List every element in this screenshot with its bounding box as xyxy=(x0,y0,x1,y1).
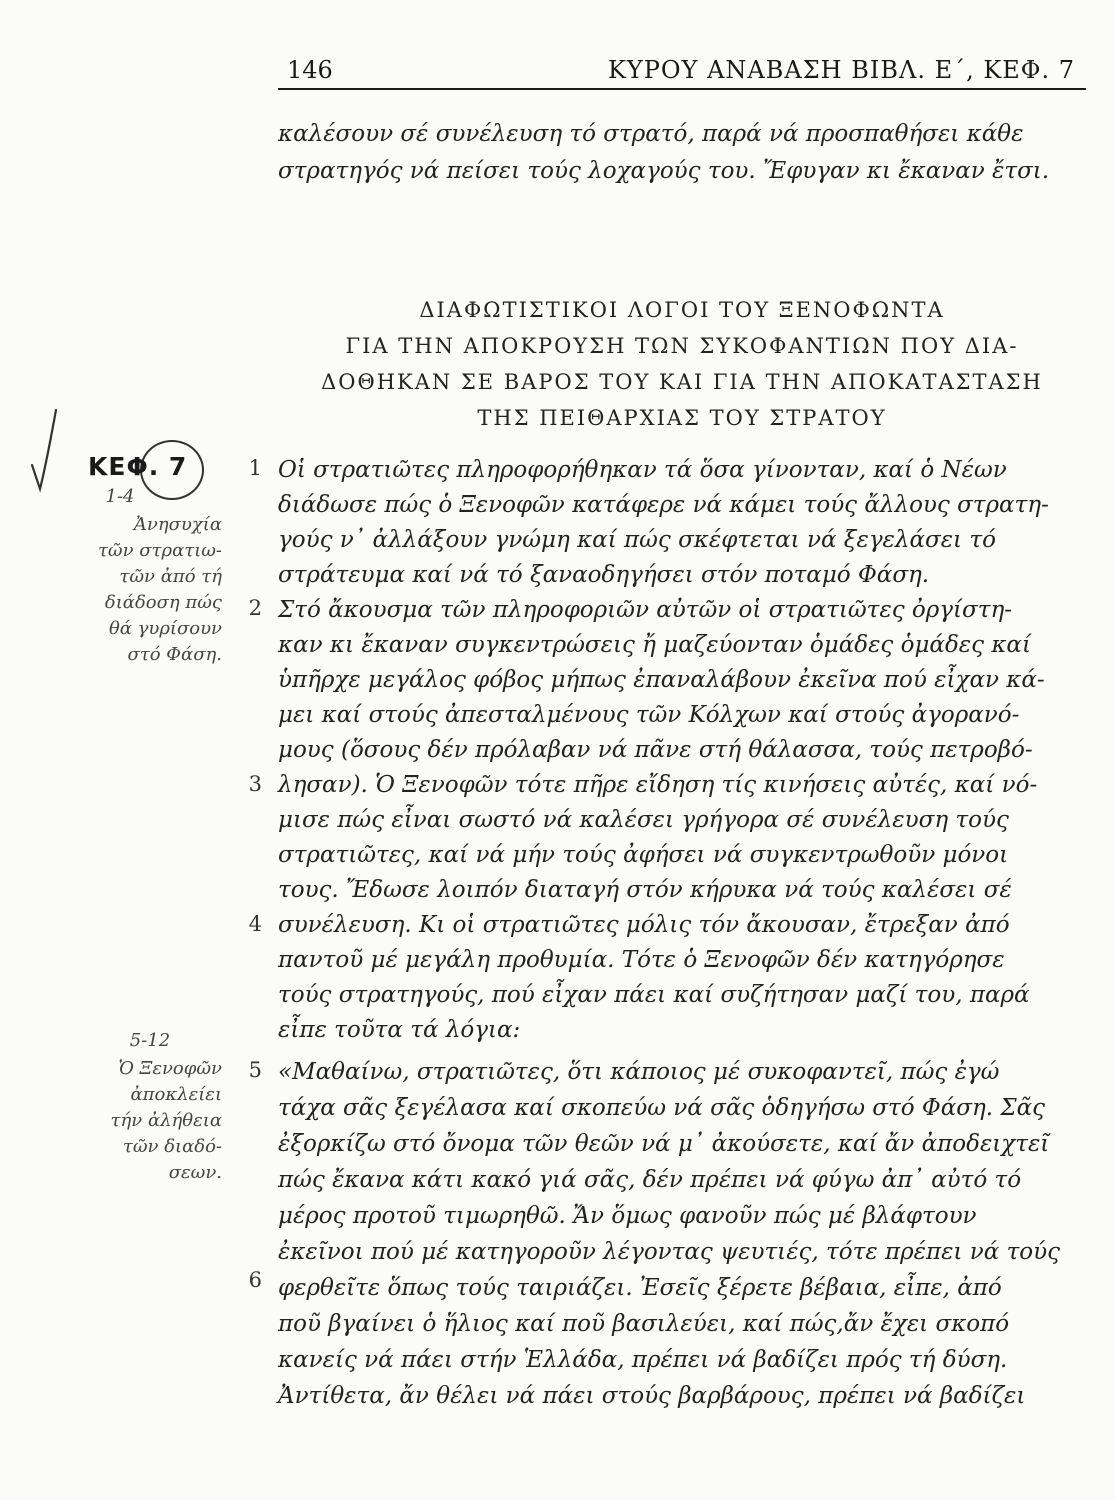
body-line: στράτευμα καί νά τό ξαναοδηγήσει στόν ποταμό Φάση. xyxy=(278,562,930,588)
paragraph-number: 5 xyxy=(248,1058,262,1082)
margin-note-line: τήν ἀλήθεια xyxy=(110,1110,222,1131)
section-title-line: ΔΙΑΦΩΤΙΣΤΙΚΟΙ ΛΟΓΟΙ ΤΟΥ ΞΕΝΟΦΩΝΤΑ xyxy=(419,298,945,322)
margin-note-line: θά γυρίσουν xyxy=(108,618,222,639)
margin-note-line: τῶν ἀπό τή xyxy=(119,566,222,587)
page-number: 146 xyxy=(287,56,333,84)
section-title-line: ΔΟΘΗΚΑΝ ΣΕ ΒΑΡΟΣ ΤΟΥ ΚΑΙ ΓΙΑ ΤΗΝ ΑΠΟΚΑΤΑΣΤΑΣΗ xyxy=(321,370,1043,394)
margin-note-line: Ἀνησυχία xyxy=(133,514,222,535)
margin-range: 5-12 xyxy=(129,1030,171,1051)
paragraph-number: 3 xyxy=(248,772,262,796)
margin-note-line: σεων. xyxy=(168,1162,222,1183)
body-line: πώς ἔκανα κάτι κακό γιά σᾶς, δέν πρέπει νά φύγω ἀπ᾽ αὐτό τό xyxy=(278,1167,1022,1193)
body-line: μους (ὅσους δέν πρόλαβαν νά πᾶνε στή θάλασσα, τούς πετροβό- xyxy=(278,737,1033,763)
body-line: «Μαθαίνω, στρατιῶτες, ὅτι κάποιος μέ συκοφαντεῖ, πώς ἐγώ xyxy=(278,1059,1000,1085)
margin-note xyxy=(72,512,222,668)
body-line: συνέλευση. Κι οἱ στρατιῶτες μόλις τόν ἄκουσαν, ἔτρεξαν ἀπό xyxy=(278,912,1010,938)
body-line: ὑπῆρχε μεγάλος φόβος μήπως ἐπαναλάβουν ἐκεῖνα πού εἶχαν κά- xyxy=(278,667,1045,693)
paragraph-number: 2 xyxy=(248,596,262,620)
chapter-label: ΚΕΦ. 7 xyxy=(88,452,188,481)
body-line: Ἀντίθετα, ἄν θέλει νά πάει στούς βαρβάρους, πρέπει νά βαδίζει xyxy=(278,1383,1026,1409)
margin-note-line: στό Φάση. xyxy=(127,644,222,665)
body-line: στρατιῶτες, καί νά μήν τούς ἀφήσει νά συγκεντρωθοῦν μόνοι xyxy=(278,842,1009,868)
body-line: φερθεῖτε ὅπως τούς ταιριάζει. Ἐσεῖς ξέρετε βέβαια, εἶπε, ἀπό xyxy=(278,1275,1002,1301)
body-line: γούς ν᾽ ἀλλάξουν γνώμη καί πώς σκέφτεται νά ξεγελάσει τό xyxy=(278,527,996,553)
body-line: ἐξορκίζω στό ὄνομα τῶν θεῶν νά μ᾽ ἀκούσετε, καί ἄν ἀποδειχτεῖ xyxy=(278,1131,1050,1157)
margin-range: 1-4 xyxy=(105,486,135,507)
body-line: τάχα σᾶς ξεγέλασα καί σκοπεύω νά σᾶς ὁδηγήσω στό Φάση. Σᾶς xyxy=(278,1095,1046,1121)
body-line: ἐκεῖνοι πού μέ κατηγοροῦν λέγοντας ψευτιές, τότε πρέπει νά τούς xyxy=(278,1239,1061,1265)
body-line: διάδωσε πώς ὁ Ξενοφῶν κατάφερε νά κάμει τούς ἄλλους στρατη- xyxy=(278,492,1049,518)
margin-note-line: τῶν στρατιω- xyxy=(97,540,222,561)
body-line: κανείς νά πάει στήν Ἑλλάδα, πρέπει νά βαδίζει πρός τή δύση. xyxy=(278,1347,1008,1373)
body-line: Στό ἄκουσμα τῶν πληροφοριῶν αὐτῶν οἱ στρατιῶτες ὀργίστη- xyxy=(278,597,1013,623)
margin-note-line: διάδοση πώς xyxy=(104,592,222,613)
body-line: λησαν). Ὁ Ξενοφῶν τότε πῆρε εἴδηση τίς κινήσεις αὐτές, καί νό- xyxy=(278,772,1038,798)
section-title-line: ΤΗΣ ΠΕΙΘΑΡΧΙΑΣ ΤΟΥ ΣΤΡΑΤΟΥ xyxy=(477,406,887,430)
paragraph-number: 6 xyxy=(248,1268,262,1292)
body-line: καν κι ἔκαναν συγκεντρώσεις ἤ μαζεύονταν ὁμάδες ὁμάδες καί xyxy=(278,632,1031,658)
margin-note-line: ἀποκλείει xyxy=(130,1084,222,1105)
paragraph-number: 1 xyxy=(248,456,262,480)
margin-note-line: Ὁ Ξενοφῶν xyxy=(118,1058,222,1079)
paragraph-number: 4 xyxy=(248,912,262,936)
body-line: μει καί στούς ἀπεσταλμένους τῶν Κόλχων καί στούς ἀγορανό- xyxy=(278,702,1020,728)
body-line: ποῦ βγαίνει ὁ ἥλιος καί ποῦ βασιλεύει, καί πώς,ἄν ἔχει σκοπό xyxy=(278,1311,1010,1337)
section-title-line: ΓΙΑ ΤΗΝ ΑΠΟΚΡΟΥΣΗ ΤΩΝ ΣΥΚΟΦΑΝΤΙΩΝ ΠΟΥ ΔΙΑ- xyxy=(345,334,1019,358)
body-line: τους. Ἔδωσε λοιπόν διαταγή στόν κήρυκα νά τούς καλέσει σέ xyxy=(278,877,1012,903)
margin-note-line: τῶν διαδό- xyxy=(122,1136,222,1157)
body-line: τούς στρατηγούς, πού εἶχαν πάει καί συζήτησαν μαζί του, παρά xyxy=(278,982,1030,1008)
running-title: ΚΥΡΟΥ ΑΝΑΒΑΣΗ ΒΙΒΛ. Ε΄, ΚΕΦ. 7 xyxy=(608,56,1076,84)
body-line: παντοῦ μέ μεγάλη προθυμία. Τότε ὁ Ξενοφῶν δέν κατηγόρησε xyxy=(278,947,1005,973)
header-rule xyxy=(278,88,1086,90)
handwritten-check-icon xyxy=(28,405,68,495)
body-line: Οἱ στρατιῶτες πληροφορήθηκαν τά ὅσα γίνονταν, καί ὁ Νέων xyxy=(278,457,1007,483)
intro-line: καλέσουν σέ συνέλευση τό στρατό, παρά νά προσπαθήσει κάθε xyxy=(278,121,1024,147)
intro-line: στρατηγός νά πείσει τούς λοχαγούς του. Ἔφυγαν κι ἔκαναν ἔτσι. xyxy=(278,158,1050,184)
body-line: εἶπε τοῦτα τά λόγια: xyxy=(278,1017,521,1043)
body-line: μέρος προτοῦ τιμωρηθῶ. Ἄν ὅμως φανοῦν πώς μέ βλάφτουν xyxy=(278,1203,977,1229)
body-line: μισε πώς εἶναι σωστό νά καλέσει γρήγορα σέ συνέλευση τούς xyxy=(278,807,1009,833)
margin-note xyxy=(72,1056,222,1186)
